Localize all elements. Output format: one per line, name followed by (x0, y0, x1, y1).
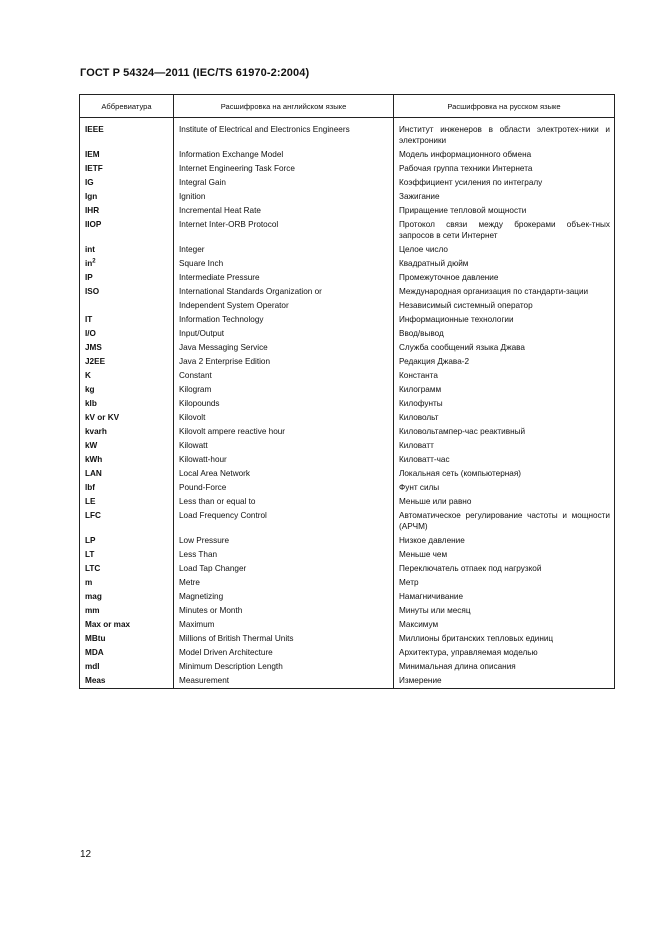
english-cell (174, 217, 394, 242)
english-cell (174, 242, 394, 256)
abbreviation-cell-text: ISO (85, 287, 100, 296)
russian-cell (394, 494, 615, 508)
english-cell-text: Kilovolt (179, 413, 206, 422)
english-cell-text: Internet Engineering Task Force (179, 164, 295, 173)
russian-cell (394, 189, 615, 203)
abbreviation-cell-text: mdl (85, 662, 100, 671)
russian-cell-text: Промежуточное давление (399, 273, 499, 282)
english-cell (174, 326, 394, 340)
table-row (80, 203, 615, 217)
english-cell-text: Maximum (179, 620, 215, 629)
russian-cell (394, 466, 615, 480)
abbreviation-cell-text: kV or KV (85, 413, 120, 422)
abbreviation-cell (80, 326, 174, 340)
english-cell (174, 284, 394, 298)
abbreviation-cell-text: IP (85, 273, 93, 282)
abbreviation-cell (80, 659, 174, 673)
russian-cell-text: Килограмм (399, 385, 442, 394)
column-header-abbreviation: Аббревиатура (80, 95, 174, 118)
abbreviation-cell-text: MBtu (85, 634, 106, 643)
english-cell (174, 396, 394, 410)
english-cell (174, 175, 394, 189)
abbreviation-cell (80, 673, 174, 689)
russian-cell (394, 673, 615, 689)
abbreviation-cell (80, 603, 174, 617)
russian-cell-text: Зажигание (399, 192, 440, 201)
abbreviation-cell (80, 589, 174, 603)
english-cell (174, 382, 394, 396)
abbreviation-cell-text: LAN (85, 469, 102, 478)
abbreviation-cell-text: kW (85, 441, 98, 450)
abbreviation-cell (80, 438, 174, 452)
table-row (80, 603, 615, 617)
english-cell-text: Square Inch (179, 259, 224, 268)
abbreviation-cell (80, 561, 174, 575)
english-cell (174, 298, 394, 312)
english-cell (174, 147, 394, 161)
abbreviation-cell-text: LP (85, 536, 96, 545)
english-cell (174, 270, 394, 284)
english-cell (174, 589, 394, 603)
table-row (80, 508, 615, 533)
russian-cell (394, 161, 615, 175)
english-cell-text: Load Frequency Control (179, 511, 267, 520)
russian-cell-text: Рабочая группа техники Интернета (399, 164, 533, 173)
russian-cell-text: Килофунты (399, 399, 443, 408)
russian-cell-text: Редакция Джава-2 (399, 357, 470, 366)
english-cell-text: Minimum Description Length (179, 662, 283, 671)
abbreviation-cell-text: IHR (85, 206, 100, 215)
english-cell-text: Intermediate Pressure (179, 273, 260, 282)
abbreviation-cell-text: IEEE (85, 125, 104, 134)
abbreviation-cell-text: IEM (85, 150, 100, 159)
english-cell (174, 438, 394, 452)
abbreviation-cell-text: IG (85, 178, 94, 187)
abbreviation-cell-text: IT (85, 315, 93, 324)
russian-cell (394, 284, 615, 298)
russian-cell-text: Коэффициент усиления по интегралу (399, 178, 543, 187)
abbreviation-cell (80, 298, 174, 312)
russian-cell-text: Квадратный дюйм (399, 259, 469, 268)
table-row (80, 589, 615, 603)
abbreviation-cell-text: JMS (85, 343, 102, 352)
table-row (80, 326, 615, 340)
english-cell (174, 494, 394, 508)
abbreviation-cell (80, 617, 174, 631)
abbreviation-cell (80, 382, 174, 396)
russian-cell (394, 589, 615, 603)
abbreviation-cell (80, 424, 174, 438)
english-cell (174, 312, 394, 326)
abbreviation-cell-text: lbf (85, 483, 96, 492)
russian-cell-text: Метр (399, 578, 419, 587)
abbreviation-cell-text: Max or max (85, 620, 131, 629)
russian-cell-text: Автоматическое регулирование частоты и мощности (АРЧМ) (399, 511, 610, 531)
russian-cell (394, 603, 615, 617)
english-cell-text: Java 2 Enterprise Edition (179, 357, 271, 366)
russian-cell (394, 561, 615, 575)
column-header-russian: Расшифровка на русском языке (394, 95, 615, 118)
abbreviation-cell (80, 494, 174, 508)
english-cell-text: Information Technology (179, 315, 264, 324)
english-cell-text: Magnetizing (179, 592, 224, 601)
table-row (80, 494, 615, 508)
russian-cell-text: Служба сообщений языка Джава (399, 343, 525, 352)
russian-cell-text: Киловольт (399, 413, 439, 422)
abbreviation-cell (80, 256, 174, 270)
russian-cell (394, 340, 615, 354)
english-cell-text: Load Tap Changer (179, 564, 247, 573)
abbreviation-cell (80, 508, 174, 533)
english-cell-text: Constant (179, 371, 212, 380)
table-row (80, 547, 615, 561)
abbreviation-cell (80, 354, 174, 368)
abbreviation-cell-text: LTC (85, 564, 101, 573)
english-cell (174, 354, 394, 368)
english-cell (174, 659, 394, 673)
english-cell (174, 189, 394, 203)
russian-cell (394, 298, 615, 312)
russian-cell (394, 575, 615, 589)
russian-cell (394, 396, 615, 410)
table-row (80, 175, 615, 189)
russian-cell (394, 147, 615, 161)
abbreviation-cell (80, 547, 174, 561)
english-cell-text: Metre (179, 578, 200, 587)
abbreviation-cell (80, 161, 174, 175)
english-cell-text: Integer (179, 245, 205, 254)
english-cell (174, 547, 394, 561)
russian-cell-text: Ввод/вывод (399, 329, 444, 338)
english-cell-text: Less Than (179, 550, 218, 559)
russian-cell-text: Киловатт-час (399, 455, 450, 464)
abbreviation-cell-text: K (85, 371, 91, 380)
abbreviation-cell (80, 575, 174, 589)
english-cell-text: Ignition (179, 192, 206, 201)
russian-cell-text: Киловатт (399, 441, 434, 450)
english-cell (174, 368, 394, 382)
russian-cell (394, 203, 615, 217)
abbreviation-cell-text: Ign (85, 192, 98, 201)
abbreviation-cell (80, 175, 174, 189)
abbreviation-cell-text: kg (85, 385, 95, 394)
russian-cell (394, 382, 615, 396)
abbreviation-cell-text: kvarh (85, 427, 107, 436)
table-row (80, 438, 615, 452)
table-row (80, 452, 615, 466)
table-row (80, 368, 615, 382)
english-cell (174, 645, 394, 659)
abbreviation-cell-text: LT (85, 550, 95, 559)
russian-cell-text: Минимальная длина описания (399, 662, 516, 671)
abbreviation-cell (80, 645, 174, 659)
table-body (80, 118, 615, 689)
english-cell (174, 340, 394, 354)
russian-cell (394, 438, 615, 452)
russian-cell-text: Миллионы британских тепловых единиц (399, 634, 554, 643)
russian-cell (394, 312, 615, 326)
abbreviation-cell-text: Meas (85, 676, 106, 685)
abbreviation-cell-text: int (85, 245, 96, 254)
russian-cell-text: Институт инженеров в области электротех-ники и электроники (399, 125, 610, 145)
english-cell-text: Local Area Network (179, 469, 250, 478)
english-cell (174, 561, 394, 575)
russian-cell-text: Минуты или месяц (399, 606, 471, 615)
abbreviation-cell-text: klb (85, 399, 97, 408)
russian-cell (394, 410, 615, 424)
english-cell-text: Minutes or Month (179, 606, 243, 615)
english-cell-text: Internet Inter-ORB Protocol (179, 220, 279, 229)
abbreviation-cell (80, 147, 174, 161)
russian-cell-text: Фунт силы (399, 483, 440, 492)
russian-cell-text: Киловольтампер-час реактивный (399, 427, 526, 436)
table-row (80, 617, 615, 631)
abbreviation-cell (80, 533, 174, 547)
table-row (80, 410, 615, 424)
abbreviation-cell-text: IETF (85, 164, 103, 173)
english-cell-text: Kilowatt (179, 441, 208, 450)
russian-cell (394, 424, 615, 438)
table-row (80, 189, 615, 203)
english-cell-text: Incremental Heat Rate (179, 206, 261, 215)
table-row (80, 298, 615, 312)
russian-cell-text: Протокол связи между брокерами объек-тных запросов в сети Интернет (399, 220, 610, 240)
russian-cell (394, 256, 615, 270)
table-row (80, 631, 615, 645)
table-row (80, 256, 615, 270)
page-title: ГОСТ Р 54324—2011 (IEC/TS 61970-2:2004) (80, 67, 310, 79)
russian-cell (394, 242, 615, 256)
table-row (80, 424, 615, 438)
english-cell-text: Kilovolt ampere reactive hour (179, 427, 286, 436)
english-cell-text: Kilowatt-hour (179, 455, 227, 464)
abbreviation-cell (80, 631, 174, 645)
russian-cell (394, 452, 615, 466)
russian-cell (394, 368, 615, 382)
abbreviation-cell (80, 396, 174, 410)
table-row (80, 354, 615, 368)
english-cell (174, 617, 394, 631)
abbreviation-cell (80, 270, 174, 284)
table-row (80, 659, 615, 673)
english-cell (174, 452, 394, 466)
table-row (80, 284, 615, 298)
russian-cell (394, 354, 615, 368)
abbreviation-cell (80, 410, 174, 424)
russian-cell (394, 533, 615, 547)
english-cell (174, 161, 394, 175)
english-cell (174, 466, 394, 480)
russian-cell-text: Модель информационного обмена (399, 150, 532, 159)
english-cell-text: Measurement (179, 676, 230, 685)
abbreviation-superscript: 2 (92, 258, 96, 265)
abbreviation-cell-text: IIOP (85, 220, 102, 229)
table-row (80, 270, 615, 284)
table-row (80, 118, 615, 148)
russian-cell-text: Низкое давление (399, 536, 465, 545)
russian-cell-text: Меньше или равно (399, 497, 472, 506)
table-row (80, 217, 615, 242)
table-row (80, 561, 615, 575)
russian-cell-text: Измерение (399, 676, 442, 685)
russian-cell (394, 508, 615, 533)
abbreviation-cell-text: I/O (85, 329, 96, 338)
page-number: 12 (80, 849, 92, 860)
russian-cell (394, 645, 615, 659)
russian-cell-text: Намагничивание (399, 592, 464, 601)
abbreviation-cell (80, 203, 174, 217)
english-cell (174, 410, 394, 424)
english-cell (174, 603, 394, 617)
abbreviation-cell (80, 118, 174, 148)
english-cell-text: Java Messaging Service (179, 343, 268, 352)
english-cell (174, 256, 394, 270)
russian-cell (394, 270, 615, 284)
russian-cell (394, 617, 615, 631)
english-cell (174, 203, 394, 217)
english-cell (174, 673, 394, 689)
table-row (80, 312, 615, 326)
russian-cell-text: Международная организация по стандарти-зации (399, 287, 589, 296)
abbreviation-cell (80, 340, 174, 354)
english-cell (174, 631, 394, 645)
abbreviation-cell-text: m (85, 578, 93, 587)
russian-cell-text: Локальная сеть (компьютерная) (399, 469, 521, 478)
english-cell-text: Integral Gain (179, 178, 226, 187)
russian-cell (394, 118, 615, 148)
abbreviation-cell (80, 217, 174, 242)
english-cell-text: Input/Output (179, 329, 225, 338)
table-row (80, 340, 615, 354)
russian-cell (394, 480, 615, 494)
table-row (80, 673, 615, 689)
abbreviation-cell-text: mm (85, 606, 100, 615)
abbreviation-cell-text: LE (85, 497, 96, 506)
russian-cell (394, 631, 615, 645)
table-row (80, 480, 615, 494)
english-cell-text: Low Pressure (179, 536, 230, 545)
abbreviations-table (79, 94, 615, 689)
table-header-row (80, 95, 615, 118)
table-row (80, 161, 615, 175)
english-cell-text: Information Exchange Model (179, 150, 284, 159)
russian-cell (394, 175, 615, 189)
russian-cell-text: Максимум (399, 620, 439, 629)
abbreviation-cell (80, 466, 174, 480)
table-row (80, 147, 615, 161)
abbreviation-cell (80, 452, 174, 466)
column-header-english: Расшифровка на английском языке (174, 95, 394, 118)
abbreviation-cell-text: in (85, 259, 93, 268)
russian-cell-text: Переключатель отпаек под нагрузкой (399, 564, 542, 573)
russian-cell (394, 326, 615, 340)
english-cell-text: Kilogram (179, 385, 212, 394)
table-row (80, 575, 615, 589)
abbreviation-cell (80, 189, 174, 203)
russian-cell-text: Архитектура, управляемая моделью (399, 648, 538, 657)
table-row (80, 533, 615, 547)
english-cell-text: International Standards Organization or (179, 287, 322, 296)
english-cell-text: Institute of Electrical and Electronics Engineers (179, 125, 350, 134)
table-row (80, 242, 615, 256)
english-cell-text: Pound-Force (179, 483, 227, 492)
table-row (80, 396, 615, 410)
russian-cell (394, 547, 615, 561)
english-cell (174, 480, 394, 494)
abbreviation-cell-text: LFC (85, 511, 101, 520)
english-cell (174, 424, 394, 438)
abbreviation-cell (80, 312, 174, 326)
english-cell (174, 533, 394, 547)
russian-cell-text: Информационные технологии (399, 315, 514, 324)
table-row (80, 382, 615, 396)
table-row (80, 466, 615, 480)
russian-cell (394, 217, 615, 242)
abbreviation-cell (80, 242, 174, 256)
russian-cell-text: Приращение тепловой мощности (399, 206, 527, 215)
english-cell-text: Independent System Operator (179, 301, 289, 310)
abbreviation-cell (80, 480, 174, 494)
russian-cell-text: Независимый системный оператор (399, 301, 533, 310)
russian-cell (394, 659, 615, 673)
russian-cell-text: Целое число (399, 245, 448, 254)
english-cell-text: Kilopounds (179, 399, 220, 408)
abbreviation-cell-text: J2EE (85, 357, 106, 366)
english-cell (174, 575, 394, 589)
english-cell-text: Less than or equal to (179, 497, 256, 506)
abbreviation-cell-text: kWh (85, 455, 103, 464)
english-cell-text: Millions of British Thermal Units (179, 634, 294, 643)
abbreviation-cell-text: mag (85, 592, 102, 601)
abbreviation-cell (80, 284, 174, 298)
russian-cell-text: Меньше чем (399, 550, 448, 559)
abbreviation-cell (80, 368, 174, 382)
english-cell-text: Model Driven Architecture (179, 648, 273, 657)
table-row (80, 645, 615, 659)
abbreviation-cell-text: MDA (85, 648, 104, 657)
russian-cell-text: Константа (399, 371, 438, 380)
english-cell (174, 508, 394, 533)
english-cell (174, 118, 394, 148)
